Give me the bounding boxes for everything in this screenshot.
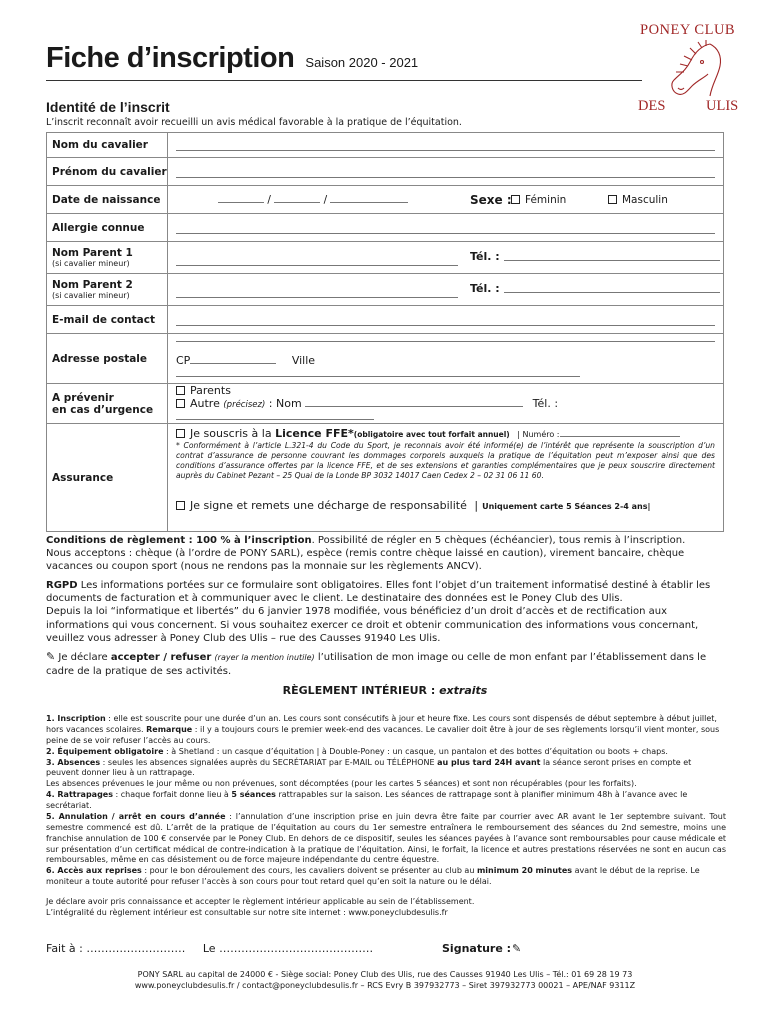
rgpd-notice: RGPD Les informations portées sur ce formulaire sont obligatoires. Elles font l’objet d’un traitement informatisé destiné à établir les documents de facturation et à communiquer avec le client. Le destinataire des données est le Poney Club des Ulis. Depuis la loi “informatique et libertés” du 6 janvier 1978 modifiée, vous bénéficiez d’un droit d’accès et de rectification aux informations qui vous concernent. Si vous souhaitez exercer ce droit et obtenir communication des informations vous concernant, veuillez vous adresser à Poney Club des Ulis – rue des Causses 91940 Les Ulis. [46,580,711,644]
checkbox-decharge[interactable]: Je signe et remets une décharge de responsabilité | Uniquement carte 5 Séances 2-4 ans| [176,499,715,512]
rule-absences: 3. Absences : seules les absences signalées auprès du SECRÉTARIAT par E-MAIL ou TÉLÉPHONE au plus tard 24H avant la séance seront prises en compte et peuvent donner lieu à un rattrapage. Les absences prévenues le jour même ou non prévenues, sont décomptées (pour les cartes 5 séances) et sont non récupérables (pour les forfaits). [46,757,692,789]
label-assurance: Assurance [47,424,168,532]
label-adresse: Adresse postale [47,334,168,384]
field-le[interactable]: Le …………………………………… [202,942,374,955]
checkbox-icon [176,429,185,438]
reglement-rules [46,714,726,919]
signature-label: Signature : [442,942,512,955]
field-email[interactable] [168,306,724,334]
signature-row [46,942,726,955]
checkbox-icon [176,501,185,510]
field-nom-cavalier[interactable] [168,133,724,158]
field-parent2[interactable] [176,297,458,298]
logo-text-top: PONEY CLUB [640,22,736,38]
season-label: Saison 2020 - 2021 [305,55,419,70]
page-footer: PONY SARL au capital de 24000 € - Siège social: Poney Club des Ulis, rue des Causses 91940 Les Ulis – Tél.: 01 69 28 19 73 www.poneyclubdesulis.fr / contact@poneyclubdesulis.fr – RCS Evry B 397932773 – Siret 397932773 00021 – APE/NAF 9311Z [134,970,636,990]
field-tel-parent2[interactable] [504,292,720,293]
checkbox-feminin[interactable]: Féminin [511,194,566,206]
checkbox-icon [176,399,185,408]
label-email: E-mail de contact [47,306,168,334]
rule-acces-reprises: 6. Accès aux reprises : pour le bon déroulement des cours, les cavaliers doivent se présenter au club au minimum 20 minutes avant le début de la reprise. Le moniteur a toute autorité pour refuser l’accès à son cours pour tout retard quel qu’en soit la nature ou le délai. [46,866,700,887]
label-prenom-cavalier: Prénom du cavalier [47,158,168,186]
rule-rattrapages: 4. Rattrapages : chaque forfait donne lieu à 5 séances rattrapables sur la saison. Les séances de rattrapage sont à planifier minimum 48h à l’avance avec le secrétariat. [46,790,688,810]
tel-label: Tél. : [470,282,500,295]
rule-equipement: 2. Équipement obligatoire : à Shetland : un casque d’équitation | à Double-Poney : un casque, un pantalon et des bottes d’équitation ou boots + chaps. [46,746,668,756]
logo-text-des: DES [638,98,666,114]
identity-section-title: Identité de l’inscrit [46,99,170,115]
insurance-notice: * Conformément à l’article L.321-4 du Code du Sport, je reconnais avoir été informé(e) de l’intérêt que représente la souscription d’un contrat d’assurance de personne couvrant les dommages corporels auxquels la pratique de l’équitation peut m’exposer ainsi que des conditions d’assurance offertes par la licence FFE, et de ses extensions et garanties complémentaires que je peux souscrire directement auprès du Cabinet Pezant – 25 Quai de la Londe BP 3032 14017 Caen Cedex 2 – 02 31 06 11 60. [176,441,715,481]
parent1-row [168,242,724,274]
page-header [46,42,646,75]
checkbox-masculin[interactable]: Masculin [608,194,668,206]
checkbox-icon [608,195,617,204]
field-allergie[interactable] [168,214,724,242]
title-divider [46,80,642,81]
label-parent2: Nom Parent 2 (si cavalier mineur) [47,274,168,306]
payment-conditions: Conditions de règlement : 100 % à l’inscription. Possibilité de régler en 5 chèques (échéancier), tous remis à l’inscription. Nous acceptons : chèque (à l’ordre de PONY SARL), espèce (remis contre chèque laissé en caution), virement bancaire, chèque vacances ou coupon sport (nous ne rendons pas la monnaie sur les règlements ANCV). [46,535,686,573]
field-parent1[interactable] [176,265,458,266]
tel-label: Tél. : [470,250,500,263]
label-parent1: Nom Parent 1 (si cavalier mineur) [47,242,168,274]
pencil-icon: ✎ [46,650,56,663]
rule-annulation: 5. Annulation / arrêt en cours d’année : l’annulation d’une inscription prise en juin devra être faite par courrier avec AR avant le 1er septembre suivant. Tout semestre commencé est dû. L’arrêt de la pratique de l’équitation au cours du 1er semestre entraînera le remboursement des séances du 2nd semestre, moins une franchise annulation de 100 € conservée par le Poney Club. En dehors de ce dispositif, seules les séances payées à l’avance sont remboursables pour cause médicale et sur présentation d’un certificat médical de contre-indication à la pratique de l’équitation. Ainsi, le forfait, la licence et autres prestations réservées ne sont en aucun cas remboursables, même en cas désistement ou de force majeure indépendante du centre équestre. [46,811,726,865]
checkbox-icon [176,386,185,395]
field-prenom-cavalier[interactable] [168,158,724,186]
label-nom-cavalier: Nom du cavalier [47,133,168,158]
checkbox-licence[interactable]: Je souscris à la Licence FFE*(obligatoire avec tout forfait annuel) | Numéro : [176,427,715,440]
prevenir-row [168,384,724,424]
page-title: Fiche d’inscription [46,42,295,74]
assurance-block [168,424,724,532]
field-adresse[interactable]: CP Ville [168,334,724,384]
checkbox-parents[interactable]: Parents [176,384,715,397]
field-fait-a[interactable]: Fait à : ……………………… [46,942,186,955]
poney-club-logo [630,20,756,120]
sexe-label: Sexe : [470,193,512,207]
logo-text-ulis: ULIS [706,98,739,114]
pencil-icon: ✎ [512,942,522,955]
reglement-title: RÈGLEMENT INTÉRIEUR : extraits [282,684,488,697]
label-date-naissance: Date de naissance [47,186,168,214]
parent2-row [168,274,724,306]
identity-subtitle: L’inscrit reconnaît avoir recueilli un avis médical favorable à la pratique de l’équitation. [46,117,462,128]
registration-form [46,132,724,532]
label-allergie: Allergie connue [47,214,168,242]
label-prevenir: A prévenir en cas d’urgence [47,384,168,424]
image-rights-declaration: ✎ Je déclare accepter / refuser (rayer la mention inutile) l’utilisation de mon image ou celle de mon enfant par l’établissement dans le cadre de la pratique de ses activités. [46,650,707,677]
horse-head-icon [640,40,750,102]
checkbox-autre[interactable]: Autre (précisez) : Nom Tél. : [176,397,715,423]
date-sexe-row [168,186,724,214]
field-date-naissance[interactable]: / / [218,194,408,206]
rule-inscription: 1. Inscription : elle est souscrite pour une durée d’un an. Les cours sont consécutifs à jour et heure fixe. Les cours sont dispensés de début septembre à début juillet, hors vacances scolaires. Remarque : il y a toujours cours le premier week-end des vacances. Le cavalier doit être à jour de ses règlements lorsqu’il vient monter, sous peine de se voir refuser l’accès au cours. [46,714,720,745]
checkbox-icon [511,195,520,204]
reglement-closing: Je déclare avoir pris connaissance et accepter le règlement intérieur applicable au sein de l’établissement. L’intégralité du règlement intérieur est consultable sur notre site internet : www.poneyclubdesulis.fr [46,897,475,917]
field-tel-parent1[interactable] [504,260,720,261]
